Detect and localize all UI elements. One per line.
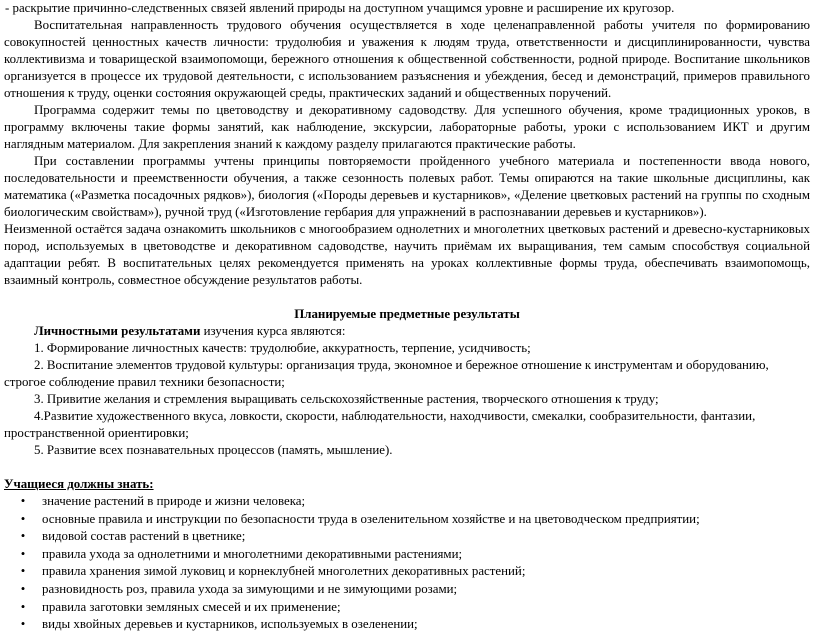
list-item: • правила заготовки земляных смесей и их применение;	[4, 599, 810, 617]
list-item: • значение растений в природе и жизни человека;	[4, 493, 810, 511]
intro-text: раскрытие причинно-следственных связей явлений природы на доступном учащимся уровне и расширение их кругозор.	[9, 1, 675, 15]
bullet-icon: •	[20, 546, 26, 561]
paragraph-task: Неизменной остаётся задача ознакомить школьников с многообразием однолетних и многолетних цветковых растений и древесно-кустарниковых пород, используемых в цветоводстве и декоративном садоводстве, научить приёмам их выращивания, тем самым способствуя социальной адаптации ребят. В воспитательных целях рекомендуется применять на уроках коллективные формы труда, обеспечивать взаимопомощь, взаимный контроль, совместное обсуждение результатов работы.	[4, 222, 810, 287]
paragraph-program-topics: Программа содержит темы по цветоводству и декоративному садоводству. Для успешного обучения, кроме традиционных уроков, в программу включены такие формы занятий, как наблюдение, экскурсии, лабораторные работы, уроки с использованием ИКТ и другим наглядным материалом. Для закрепления знаний к каждому разделу прилагаются практические работы.	[4, 103, 810, 151]
bullet-icon: •	[20, 494, 26, 508]
personal-results-lead	[4, 323, 810, 340]
personal-item-3: 3. Привитие желания и стремления выращивать сельскохозяйственные растения, творческого отношения к труду;	[34, 392, 659, 406]
bullet-icon: •	[20, 581, 26, 596]
paragraph-principles: При составлении программы учтены принципы повторяемости пройденного учебного материала и постепенности ввода нового, последовательности и преемственности обучения, а также сезонность полевых работ. Темы опираются на такие школьные дисциплины, как математика («Разметка посадочных рядков»), биология («Породы деревьев и кустарников», «Деление цветковых растений на группы по сходным биологическим свойствам»), ручной труд («Изготовление гербария для упражнений в распознавании деревьев и кустарников»).	[4, 154, 810, 219]
bullet-icon: •	[20, 599, 26, 614]
bullet-icon: •	[20, 617, 26, 632]
bullet-icon: •	[20, 564, 26, 579]
list-item: • правила ухода за однолетними и многолетними декоративными растениями;	[4, 546, 810, 564]
knowledge-list	[4, 493, 810, 634]
personal-item-1: 1. Формирование личностных качеств: трудолюбие, аккуратность, терпение, усидчивость;	[34, 341, 531, 355]
list-item: • правила хранения зимой луковиц и корнеклубней многолетних декоративных растений;	[4, 563, 810, 581]
list-item: • виды хвойных деревьев и кустарников, используемых в озеленении;	[4, 616, 810, 634]
list-item: • основные правила и инструкции по безопасности труда в озеленительном хозяйстве и на цветоводческом предприятии;	[4, 511, 810, 529]
paragraph-upbringing: Воспитательная направленность трудового обучения осуществляется в ходе целенаправленной работы учителя по формированию совокупностей ценностных качеств личности: трудолюбия и уважения к людям труда, ответственности и дисциплинированности, чувства коллективизма и товарищеской взаимопомощи, бережного отношения к общественной собственности, родной природе. Воспитание школьников организуется в процессе их трудовой деятельности, с использованием разъяснения и убеждения, бесед и демонстраций, примеров правильного отношения к труду, оценки состояния окружающей среды, практических заданий и общественных поручений.	[4, 18, 810, 100]
personal-item-4: 4.Развитие художественного вкуса, ловкости, скорости, наблюдательности, находчивости, смекалки, сообразительности, фантазии, пространственной ориентировки;	[4, 409, 756, 440]
dash-marker: -	[5, 1, 10, 15]
knowledge-title: Учащиеся должны знать:	[4, 477, 154, 491]
bullet-icon: •	[20, 529, 26, 544]
list-item: • видовой состав растений в цветнике;	[4, 528, 810, 546]
list-item: • разновидность роз, правила ухода за зимующими и не зимующими розами;	[4, 581, 810, 599]
personal-item-5: 5. Развитие всех познавательных процессов (память, мышление).	[34, 443, 393, 457]
section-heading: Планируемые предметные результаты	[294, 307, 520, 321]
personal-results-label: Личностными результатами	[34, 324, 201, 338]
intro-item	[4, 0, 810, 17]
personal-results-rest: изучения курса являются:	[200, 324, 346, 338]
bullet-icon: •	[20, 511, 26, 526]
personal-item-2: 2. Воспитание элементов трудовой культуры: организация труда, экономное и бережное отношение к инструментам и оборудованию, строгое соблюдение правил техники безопасности;	[4, 358, 769, 389]
